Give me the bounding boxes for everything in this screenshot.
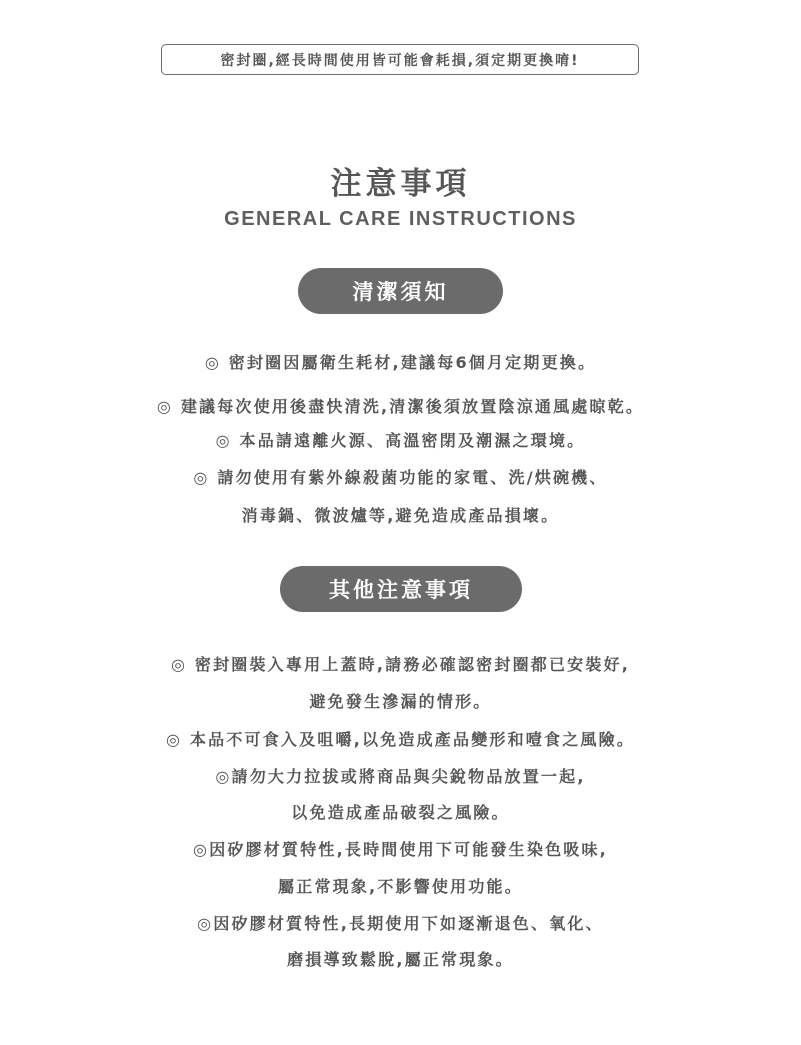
list-item: ◎ 密封圈因屬衛生耗材,建議每6個月定期更換。 — [204, 353, 597, 372]
list-item: ◎因矽膠材質特性,長時間使用下可能發生染色吸味, — [193, 840, 608, 859]
list-item: ◎因矽膠材質特性,長期使用下如逐漸退色、氧化、 — [197, 914, 604, 933]
section-heading-cleaning — [298, 268, 503, 314]
list-item: ◎ 請勿使用有紫外線殺菌功能的家電、洗/烘碗機、 — [193, 468, 608, 487]
notice-banner — [161, 44, 639, 75]
notice-text: 密封圈,經長時間使用皆可能會耗損,須定期更換唷! — [220, 52, 580, 69]
section-heading-label: 其他注意事項 — [329, 578, 473, 602]
list-item: 以免造成產品破裂之風險。 — [291, 803, 510, 822]
list-item: ◎ 密封圈裝入專用上蓋時,請務必確認密封圈都已安裝好, — [170, 655, 631, 674]
list-item: 磨損導致鬆脫,屬正常現象。 — [287, 950, 514, 969]
page-subtitle: GENERAL CARE INSTRUCTIONS — [224, 208, 577, 230]
page-title: 注意事項 — [330, 166, 471, 202]
list-item: 屬正常現象,不影響使用功能。 — [278, 877, 523, 896]
list-item: 避免發生滲漏的情形。 — [309, 692, 492, 711]
list-item: ◎ 本品請遠離火源、高溫密閉及潮濕之環境。 — [215, 431, 586, 450]
section-heading-other — [280, 566, 522, 612]
list-item: ◎ 建議每次使用後盡快清洗,清潔後須放置陰涼通風處晾乾。 — [156, 397, 645, 416]
list-item: ◎ 本品不可食入及咀嚼,以免造成產品變形和噎食之風險。 — [165, 730, 635, 749]
list-item: 消毒鍋、微波爐等,避免造成產品損壞。 — [241, 506, 560, 525]
section-heading-label: 清潔須知 — [352, 280, 449, 304]
list-item: ◎請勿大力拉拔或將商品與尖銳物品放置一起, — [215, 767, 586, 786]
